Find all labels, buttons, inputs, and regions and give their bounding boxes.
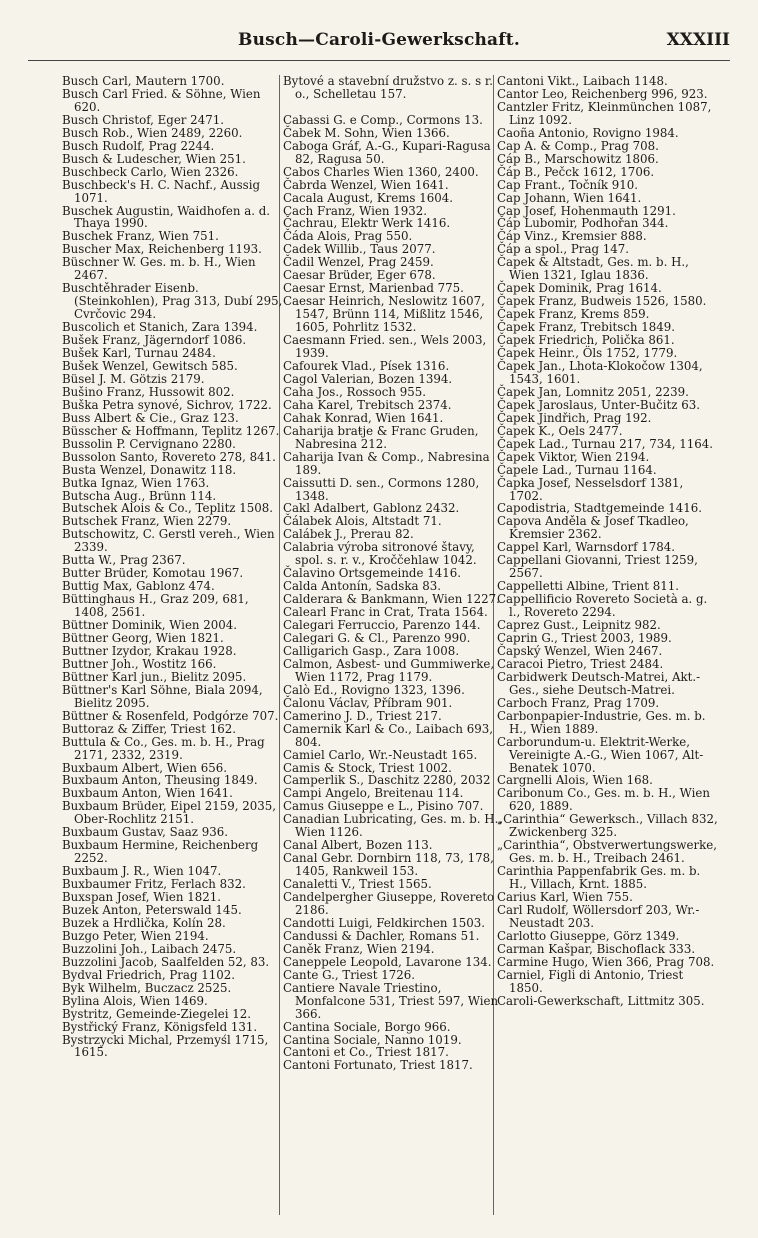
directory-entry: Caněk Franz, Wien 2194. (283, 941, 435, 956)
directory-entry: Caoña Antonio, Rovigno 1984. (497, 125, 679, 140)
directory-entry: Cappel Karl, Warnsdorf 1784. (497, 540, 676, 555)
directory-entry: Carl Rudolf, Wöllersdorf 203, Wr.-Neustadt 203. (497, 903, 700, 930)
directory-entry: Buzgo Peter, Wien 2194. (62, 928, 209, 943)
directory-entry: Bydval Friedrich, Prag 1102. (62, 967, 236, 982)
directory-entry: Bušek Franz, Jägerndorf 1086. (62, 333, 247, 348)
directory-entry: Čapský Wenzel, Wien 2467. (497, 643, 663, 658)
directory-entry: Butschowitz, C. Gerstl vereh., Wien 2339. (62, 527, 275, 555)
directory-entry: Caissutti D. sen., Cormons 1280, 1348. (283, 475, 480, 503)
directory-entry: Čapek Jan, Lomnitz 2051, 2239. (497, 384, 689, 399)
directory-entry: Cantoni et Co., Triest 1817. (283, 1045, 449, 1060)
directory-entry: Byk Wilhelm, Buczacz 2525. (62, 980, 232, 995)
directory-entry: Cantor Leo, Reichenberg 996, 923. (497, 86, 708, 101)
directory-entry: Buzek a Hrdlička, Kolín 28. (62, 915, 226, 930)
directory-entry: Cantina Sociale, Borgo 966. (283, 1019, 451, 1034)
directory-entry: Buschbeck's H. C. Nachf., Aussig 1071. (62, 177, 261, 205)
directory-entry: Čapek Jaroslaus, Unter-Bučitz 63. (497, 397, 701, 412)
directory-entry: Büschner W. Ges. m. b. H., Wien 2467. (62, 255, 256, 283)
directory-entry: Čapek Franz, Trebitsch 1849. (497, 320, 675, 335)
directory-entry: Busch Carl, Mautern 1700. (62, 75, 225, 88)
directory-entry: Čadil Wenzel, Prag 2459. (283, 255, 434, 270)
directory-entry: Büttner Georg, Wien 1821. (62, 630, 224, 645)
directory-entry: Buschek Augustin, Waidhofen a. d. Thaya 1990. (62, 203, 271, 231)
column-1 (62, 75, 284, 1215)
directory-entry: Čáp a spol., Prag 147. (497, 242, 630, 257)
directory-entry: Candelpergher Giuseppe, Rovereto 2186. (283, 890, 495, 917)
directory-entry: Buschek Franz, Wien 751. (62, 229, 219, 244)
directory-entry: Büsscher & Hoffmann, Teplitz 1267. (62, 423, 280, 438)
directory-entry: Buxbaum Anton, Wien 1641. (62, 786, 233, 801)
directory-entry: Camerino J. D., Triest 217. (283, 708, 442, 723)
directory-entry: Carboch Franz, Prag 1709. (497, 695, 660, 710)
directory-entry: Buxbaum Albert, Wien 656. (62, 760, 228, 775)
directory-entry: Busch & Ludescher, Wien 251. (62, 151, 246, 166)
directory-entry: Camis & Stock, Triest 1002. (283, 760, 452, 775)
directory-entry: „Carinthia“, Obstverwertungswerke, Ges. m. b. H., Treibach 2461. (497, 838, 718, 866)
directory-entry: Butka Ignaz, Wien 1763. (62, 475, 210, 490)
directory-entry: Čapek Heinr., Öls 1752, 1779. (497, 346, 678, 361)
directory-entry: Bussolin P. Cervignano 2280. (62, 436, 236, 451)
directory-entry: Buxbaum Gustav, Saaz 936. (62, 825, 229, 840)
directory-entry: Butter Brüder, Komotau 1967. (62, 566, 244, 581)
directory-entry: Büttner & Rosenfeld, Podgórze 707. (62, 708, 279, 723)
directory-entry: Buxbaum Anton, Theusing 1849. (62, 773, 258, 788)
directory-entry: Bystřický Franz, Königsfeld 131. (62, 1019, 258, 1034)
directory-entry: Buttula & Co., Ges. m. b. H., Prag 2171, 2332, 2319. (62, 734, 265, 762)
directory-entry: Caharija Ivan & Comp., Nabresina 189. (283, 449, 490, 477)
directory-entry: Capova Anděla & Josef Tkadleo, Kremsier 2362. (497, 514, 689, 542)
directory-entry: Cantoni Vikt., Laibach 1148. (497, 75, 668, 88)
directory-entry: Čálabek Alois, Altstadt 71. (283, 514, 442, 529)
directory-entry: Cappellificio Rovereto Società a. g. l., Rovereto 2294. (497, 592, 708, 620)
directory-entry: Cafourek Vlad., Písek 1316. (283, 358, 450, 373)
directory-entry: Caharija braŧje & Franc Gruden, Nabresina 212. (283, 423, 479, 451)
directory-entry: Čapek Jan., Lhota-Klokočow 1304, 1543, 1601. (497, 358, 703, 386)
directory-entry: Capodistria, Stadtgemeinde 1416. (497, 501, 703, 516)
directory-entry: Buxbaum Hermine, Reichenberg 2252. (62, 838, 259, 866)
directory-entry: Cakl Adalbert, Gablonz 2432. (283, 501, 460, 516)
directory-entry: Carman Kašpar, Bischoflack 333. (497, 941, 696, 956)
directory-entry: Calearl Franc in Crat, Trata 1564. (283, 605, 488, 620)
directory-entry: Cach Franz, Wien 1932. (283, 203, 427, 218)
directory-entry: Cahak Konrad, Wien 1641. (283, 410, 444, 425)
directory-entry: Büsel J. M. Götzis 2179. (62, 371, 205, 386)
directory-entry: Busch Christof, Eger 2471. (62, 112, 224, 127)
directory-entry: Čapek & Altstadt, Ges. m. b. H., Wien 1321, Iglau 1836. (497, 255, 689, 283)
directory-entry: Cantina Sociale, Nanno 1019. (283, 1032, 462, 1047)
directory-entry: Caesmann Fried. sen., Wels 2003, 1939. (283, 333, 487, 361)
directory-entry: Busch Rudolf, Prag 2244. (62, 138, 215, 153)
directory-entry: Bušino Franz, Hussowit 802. (62, 384, 235, 399)
directory-entry: Camiel Carlo, Wr.-Neustadt 165. (283, 747, 478, 762)
directory-entry: Canal Gebr. Dornbirn 118, 73, 178, 1405, Rankweil 153. (283, 851, 494, 879)
running-head (28, 30, 730, 61)
directory-entry: Caroli-Gewerkschaft, Littmitz 305. (497, 993, 705, 1008)
directory-entry: Camus Giuseppe e L., Pisino 707. (283, 799, 484, 814)
directory-entry: Calmon, Asbest- und Gummiwerke, Wien 1172, Prag 1179. (283, 656, 495, 684)
directory-entry: Carinthia Pappenfabrik Ges. m. b. H., Villach, Krnt. 1885. (497, 864, 701, 892)
directory-entry: Calligarich Gasp., Zara 1008. (283, 643, 460, 658)
directory-entry: Buscher Max, Reichenberg 1193. (62, 242, 262, 257)
directory-entry: Cabos Charles Wien 1360, 2400. (283, 164, 479, 179)
directory-entry: Bylina Alois, Wien 1469. (62, 993, 208, 1008)
directory-entry: Calderara & Bankmann, Wien 1227. (283, 592, 500, 607)
directory-entry: Čáp Lubomir, Podhořan 344. (497, 216, 669, 231)
directory-entry: Cante G., Triest 1726. (283, 967, 415, 982)
directory-entry: Bušek Wenzel, Gewitsch 585. (62, 358, 238, 373)
directory-entry: Calábek J., Prerau 82. (283, 527, 414, 542)
directory-entry: Caribonum Co., Ges. m. b. H., Wien 620, 1889. (497, 786, 710, 814)
directory-entry: Bystrzycki Michal, Przemyśl 1715, 1615. (62, 1032, 269, 1060)
directory-entry: Čalavino Ortsgemeinde 1416. (283, 566, 461, 581)
directory-entry: Čapek Friedrich, Polička 861. (497, 333, 675, 348)
directory-entry (283, 101, 505, 114)
directory-entry: Buscolich et Stanich, Zara 1394. (62, 320, 258, 335)
directory-entry: Cap A. & Comp., Prag 708. (497, 138, 659, 153)
directory-entry: Cap Johann, Wien 1641. (497, 190, 642, 205)
directory-entry: Butschek Alois & Co., Teplitz 1508. (62, 501, 274, 516)
directory-entry: Cantiere Navale Triestino, Monfalcone 531, Triest 597, Wien 366. (283, 980, 499, 1021)
directory-entry: Čapek Lad., Turnau 217, 734, 1164. (497, 436, 714, 451)
directory-entry: Caneppele Leopold, Lavarone 134. (283, 954, 492, 969)
directory-entry: Buschbeck Carlo, Wien 2326. (62, 164, 239, 179)
directory-entry: Camperlik S., Daschitz 2280, 2032 (283, 773, 491, 788)
directory-entry: Čapek Franz, Krems 859. (497, 307, 650, 322)
directory-entry: Caprin G., Triest 2003, 1989. (497, 630, 672, 645)
directory-entry: Cantoni Fortunato, Triest 1817. (283, 1058, 473, 1073)
directory-entry: Calò Ed., Rovigno 1323, 1396. (283, 682, 465, 697)
directory-entry: Čapek Jindřich, Prag 192. (497, 410, 652, 425)
directory-entry: Candussi & Dachler, Romans 51. (283, 928, 480, 943)
directory-entry: Bystritz, Gemeinde-Ziegelei 12. (62, 1006, 251, 1021)
directory-entry: Büttner Karl jun., Bielitz 2095. (62, 669, 247, 684)
directory-entry: Čabek M. Sohn, Wien 1366. (283, 125, 450, 140)
directory-entry: Čalonu Václav, Příbram 901. (283, 695, 453, 710)
directory-entry: Buzzolini Joh., Laibach 2475. (62, 941, 237, 956)
directory-entry: Calegari G. & Cl., Parenzo 990. (283, 630, 471, 645)
directory-entry: Caha Karel, Trebitsch 2374. (283, 397, 452, 412)
directory-entry: Čáp B., Pečck 1612, 1706. (497, 164, 655, 179)
directory-entry: Cáp B., Marschowitz 1806. (497, 151, 659, 166)
directory-entry: Bušek Karl, Turnau 2484. (62, 346, 216, 361)
directory-entry: Büttner Dominik, Wien 2004. (62, 618, 238, 633)
directory-entry: Caesar Brüder, Eger 678. (283, 268, 436, 283)
page-title: Busch—Caroli-Gewerkschaft. (238, 30, 520, 50)
directory-entry: Butschek Franz, Wien 2279. (62, 514, 232, 529)
directory-entry: Buttig Max, Gablonz 474. (62, 579, 215, 594)
directory-entry: Calda Antonín, Sadska 83. (283, 579, 442, 594)
directory-entry: Canal Albert, Bozen 113. (283, 838, 433, 853)
directory-entry: Čapek Franz, Budweis 1526, 1580. (497, 294, 707, 309)
directory-entry: Čapek K., Oels 2477. (497, 423, 623, 438)
directory-entry: Cap Frant., Točník 910. (497, 177, 639, 192)
directory-entry: Buxspan Josef, Wien 1821. (62, 890, 222, 905)
directory-entry: Calabria výroba sitronové štavy, spol. s. r. v., Kroččehlaw 1042. (283, 540, 477, 568)
directory-entry: Cap Josef, Hohenmauth 1291. (497, 203, 676, 218)
directory-entry: Buttoraz & Ziffer, Triest 162. (62, 721, 236, 736)
column-2 (283, 75, 505, 1215)
directory-entry: Busch Carl Fried. & Söhne, Wien 620. (62, 86, 261, 114)
directory-entry: Caprez Gust., Leipnitz 982. (497, 618, 661, 633)
directory-entry: Caha Jos., Rossoch 955. (283, 384, 426, 399)
directory-entry: Campi Angelo, Breitenau 114. (283, 786, 464, 801)
directory-entry: Cacala August, Krems 1604. (283, 190, 454, 205)
directory-entry: Buss Albert & Cie., Graz 123. (62, 410, 239, 425)
directory-entry: Čapek Viktor, Wien 2194. (497, 449, 650, 464)
directory-entry: Butscha Aug., Brünn 114. (62, 488, 217, 503)
directory-entry: Buxbaum J. R., Wien 1047. (62, 864, 222, 879)
directory-entry: Čáda Alois, Prag 550. (283, 229, 413, 244)
directory-entry: Caboga Gráf, A.-G., Kupari-Ragusa 82, Ragusa 50. (283, 138, 491, 166)
directory-entry: Cabassi G. e Comp., Cormons 13. (283, 112, 483, 127)
directory-entry: Caracoi Pietro, Triest 2484. (497, 656, 664, 671)
directory-entry: Cargnelli Alois, Wien 168. (497, 773, 653, 788)
directory-entry: Bytové a stavební družstvo z. s. s r. o., Schelletau 157. (283, 75, 493, 101)
directory-entry: Caesar Ernst, Marienbad 775. (283, 281, 464, 296)
directory-entry: Čapek Dominik, Prag 1614. (497, 281, 662, 296)
directory-entry: Carmine Hugo, Wien 366, Prag 708. (497, 954, 715, 969)
directory-entry: Carlotto Giuseppe, Görz 1349. (497, 928, 680, 943)
directory-entry: Carbonpapier-Industrie, Ges. m. b. H., Wien 1889. (497, 708, 706, 736)
directory-entry: Buttner Izydor, Krakau 1928. (62, 643, 237, 658)
directory-entry: Cagol Valerian, Bozen 1394. (283, 371, 453, 386)
directory-entry: Caesar Heinrich, Neslowitz 1607, 1547, Brünn 114, Mißlitz 1546, 1605, Pohrlitz 1532. (283, 294, 485, 335)
directory-entry: Čapele Lad., Turnau 1164. (497, 462, 657, 477)
directory-entry: Buttner Joh., Wostitz 166. (62, 656, 217, 671)
directory-entry: Cappelletti Albine, Trient 811. (497, 579, 679, 594)
directory-entry: „Carinthia“ Gewerksch., Villach 832, Zwickenberg 325. (497, 812, 718, 840)
directory-entry: Cantzler Fritz, Kleinmünchen 1087, Linz 1092. (497, 99, 712, 127)
column-3 (497, 75, 719, 1215)
directory-entry: Butta W., Prag 2367. (62, 553, 186, 568)
directory-entry: Büttinghaus H., Graz 209, 681, 1408, 2561. (62, 592, 249, 620)
directory-entry: Buzzolini Jacob, Saalfelden 52, 83. (62, 954, 270, 969)
directory-entry: Čabrda Wenzel, Wien 1641. (283, 177, 449, 192)
directory-entry: Canadian Lubricating, Ges. m. b. H., Wien 1126. (283, 812, 503, 840)
directory-entry: Bussolon Santo, Rovereto 278, 841. (62, 449, 276, 464)
directory-entry: Candotti Luigi, Feldkirchen 1503. (283, 915, 486, 930)
directory-entry: Camernik Karl & Co., Laibach 693, 804. (283, 721, 494, 749)
directory-entry: Buxbaum Brüder, Eipel 2159, 2035, Ober-Rochlitz 2151. (62, 799, 277, 827)
directory-entry: Busta Wenzel, Donawitz 118. (62, 462, 237, 477)
directory-entry: Busch Rob., Wien 2489, 2260. (62, 125, 243, 140)
directory-entry: Čachrau, Elektr Werk 1416. (283, 216, 451, 231)
directory-entry: Büttner's Karl Söhne, Biala 2094, Bielitz 2095. (62, 682, 263, 710)
directory-entry: Buška Petra synové, Sichrov, 1722. (62, 397, 272, 412)
directory-entry: Calegari Ferruccio, Parenzo 144. (283, 618, 481, 633)
directory-entry: Buxbaumer Fritz, Ferlach 832. (62, 877, 246, 892)
directory-entry: Buschtěhrader Eisenb. (Steinkohlen), Prag 313, Dubí 295, Cvrčovic 294. (62, 281, 283, 322)
directory-entry: Carius Karl, Wien 755. (497, 890, 633, 905)
directory-entry: Cappellani Giovanni, Triest 1259, 2567. (497, 553, 698, 581)
directory-entry: Buzek Anton, Peterswald 145. (62, 903, 242, 917)
directory-entry: Čáp Vinz., Kremsier 888. (497, 229, 647, 244)
directory-entry: Carbidwerk Deutsch-Matrei, Akt.-Ges., siehe Deutsch-Matrei. (497, 669, 701, 697)
directory-entry: Cadek Willib., Taus 2077. (283, 242, 436, 257)
directory-entry: Čapka Josef, Nesselsdorf 1381, 1702. (497, 475, 684, 503)
directory-entry: Carniel, Figli di Antonio, Triest 1850. (497, 967, 684, 995)
page-number: XXXIII (666, 30, 730, 50)
directory-entry: Canaletti V., Triest 1565. (283, 877, 432, 892)
directory-entry: Carborundum-u. Elektrit-Werke, Vereinigte A.-G., Wien 1067, Alt-Benatek 1070. (497, 734, 704, 775)
